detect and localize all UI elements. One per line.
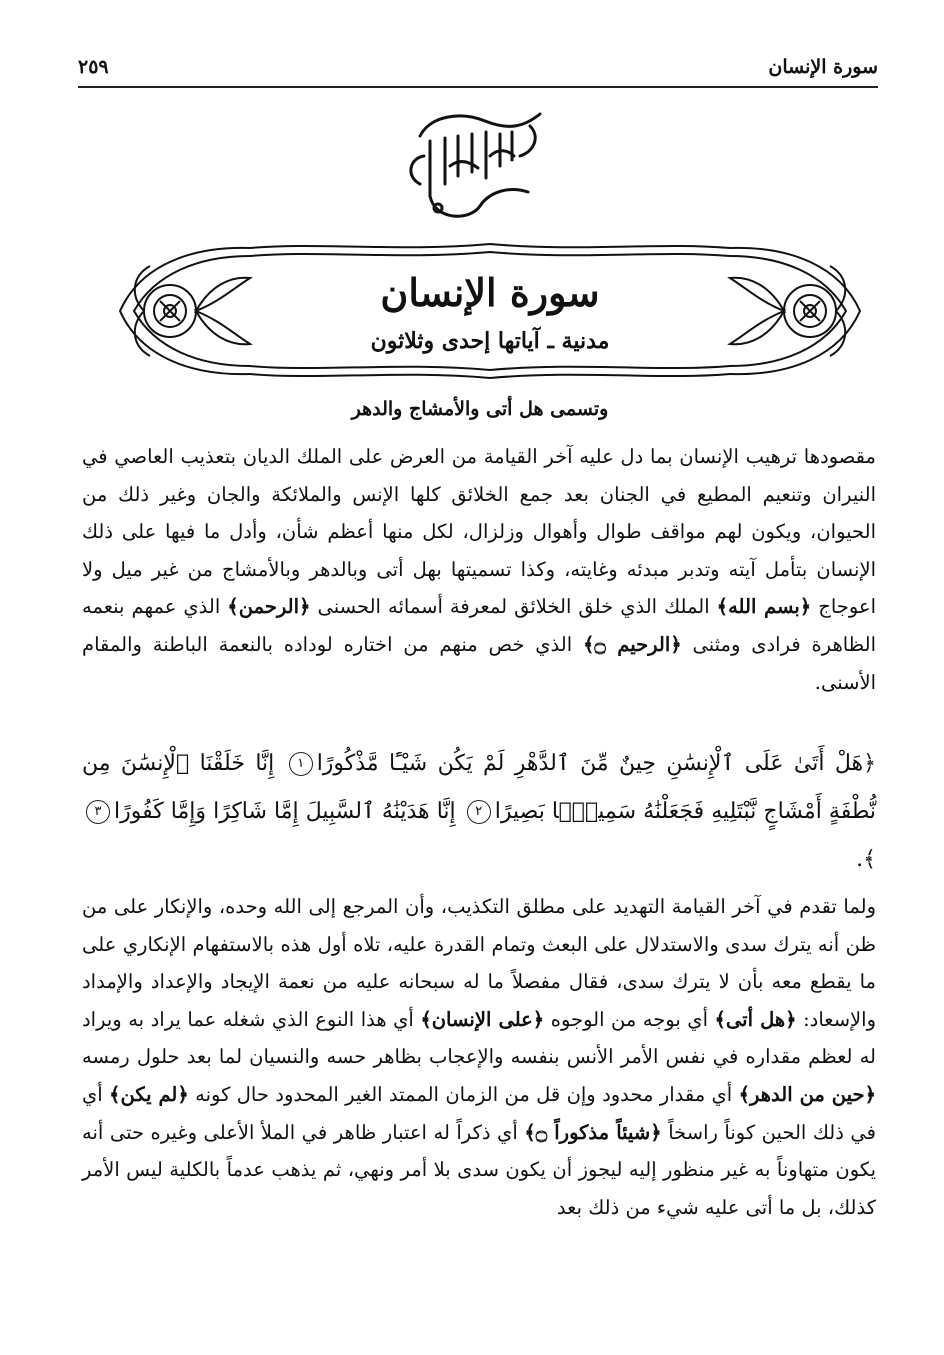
page-header — [78, 52, 878, 88]
intro-text: الذي عمهم بنعمه الظاهرة فرادى ومثنى — [82, 595, 877, 656]
verse-text: هَلْ أَتَىٰ عَلَى ٱلْإِنسَٰنِ حِينٌ مِّنَ ٱلدَّهْرِ لَمْ يَكُن شَيْـًٔا مَّذْكُورًا — [316, 751, 864, 776]
commentary-text: أي في ذلك الحين كوناً راسخاً — [82, 1082, 876, 1144]
commentary-text: أي بوجه من الوجوه — [544, 1007, 715, 1031]
quoted-term: ﴿هل أتى﴾ — [714, 1007, 797, 1031]
commentary-paragraph — [82, 888, 876, 1226]
surah-subtitle: مدنية ـ آياتها إحدى وثلاثون — [370, 328, 610, 354]
quoted-term: ﴿الرحمن﴾ — [227, 595, 311, 619]
quoted-term: ﴿على الإنسان﴾ — [420, 1007, 545, 1031]
commentary-text: أي ذكراً له اعتبار ظاهر في الملأ الأعلى وغيره حتى أنه يكون متهاوناً به غير منظور إليه ليجوز أن يكون سدى بلا أمر ونهي، ثم يذهب عدماً بالكلية ليس الأمر كذلك، بل ما أتى عليه شيء من ذلك بعد — [82, 1120, 876, 1219]
intro-paragraph — [82, 438, 876, 701]
verse-number-marker: ٣ — [86, 800, 110, 824]
intro-text: الذي خص منهم من اختاره لوداده بالنعمة الباطنة والمقام الأسنى. — [82, 632, 876, 694]
verse-number-marker: ٢ — [467, 800, 491, 824]
surah-title-frame — [100, 236, 880, 386]
quoted-term: ﴿بسم الله﴾ — [716, 595, 812, 619]
intro-text: الملك الذي خلق الخلائق لمعرفة أسمائه الحسنى — [310, 595, 717, 619]
intro-text: مقصودها ترهيب الإنسان بما دل عليه آخر القيامة من العرض على الملك الديان بتعذيب العاصي في النيران وتنعيم المطيع في الجنان بعد جمع الخلائق كلها الإنس والملائكة والجان وغير ذلك من الحيوان، ويكون لهم مواقف طوال وأهوال وزلزال، لكل منها أعظم شأن، وأدل ما فيها على ذلك الإنسان بتأمل آيته وتدبر مبدئه وغايته، وكذا تسميتها بهل أتى وبالدهر وبالأمشاج من غير ميل ولا اعوجاج — [82, 445, 876, 619]
quoted-term: ﴿لم يكن﴾ — [109, 1082, 189, 1106]
commentary-text: أي هذا النوع الذي شغله عما يراد به ويراد له لعظم مقداره في نفس الأمر الأنس بنفسه والإعجاب بظاهر حسه والنسيان لما بعد حلول رمسه — [82, 1007, 876, 1069]
commentary-text: أي مقدار محدود وإن قل من الزمان الممتد الغير المحدود حال كونه — [188, 1082, 739, 1106]
quran-verses — [82, 740, 876, 884]
commentary-text: ولما تقدم في آخر القيامة التهديد على مطلق التكذيب، وأن المرجع إلى الله وحده، والإنكار على من ظن أنه يترك سدى والاستدلال على البعث وتمام القدرة عليه، تلاه أول هذه بالاستفهام الإنكاري على ما يقطع معه بأن لا يترك سدى، فقال مفصلاً ما له سبحانه عليه من نعمة الإيجاد والإعداد والإمداد والإسعاد: — [82, 895, 876, 1031]
basmala-calligraphy — [390, 96, 560, 226]
quoted-term: ﴿شيئاً مذكوراً ۝﴾ — [524, 1120, 662, 1144]
verse-text: إِنَّا خَلَقْنَا ٱلْإِنسَٰنَ مِن نُّطْفَةٍ أَمْشَاجٍ نَّبْتَلِيهِ فَجَعَلْنَٰهُ سَمِيعًۢا بَصِيرًا — [82, 751, 876, 824]
verse-bracket-close: ﴾. — [856, 847, 876, 872]
surah-alternate-names: وتسمى هل أتى والأمشاج والدهر — [351, 398, 609, 420]
verse-text: إِنَّا هَدَيْنَٰهُ ٱلسَّبِيلَ إِمَّا شَاكِرًا وَإِمَّا كَفُورًا — [114, 799, 456, 824]
running-head-surah-name: سورة الإنسان — [768, 56, 878, 78]
verse-bracket-open: ﴿ — [863, 751, 876, 776]
page-number: ٢٥٩ — [78, 56, 109, 78]
surah-title: سورة الإنسان — [380, 270, 600, 315]
verse-number-marker: ١ — [289, 752, 313, 776]
quoted-term: ﴿الرحيم ۝﴾ — [582, 632, 682, 656]
quoted-term: ﴿حين من الدهر﴾ — [738, 1082, 877, 1106]
